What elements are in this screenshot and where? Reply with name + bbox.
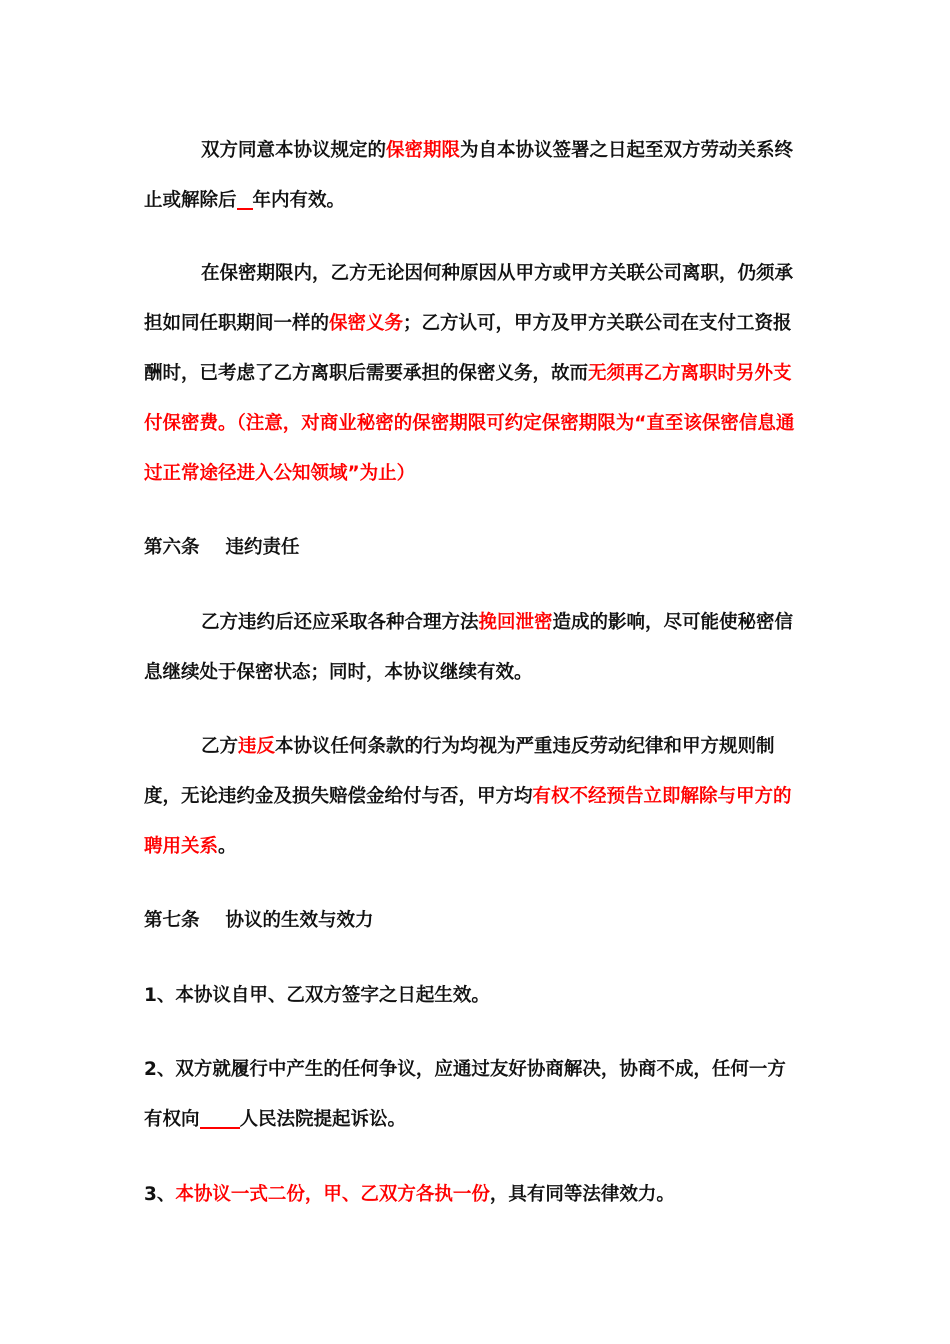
text-segment: ，具有同等法律效力。 (489, 1184, 675, 1205)
text-segment: 双方同意本协议规定的 (201, 140, 387, 161)
text-segment: 本协议任何条款的行为均视为严重违反劳动纪律和甲方规则制度，无论违约金及损失赔偿金给付与否，甲方均 (144, 736, 775, 807)
text-segment: 乙方违约后还应采取各种合理方法 (201, 612, 479, 633)
highlight-termination-right: 有权不经预告立即解除与甲方的聘用关系 (144, 786, 792, 857)
article-7-heading (144, 896, 804, 946)
article-6-heading (144, 523, 804, 573)
highlight-remedy-leak: 挽回泄密 (478, 612, 553, 633)
highlight-no-extra-fee-note: 无须再乙方离职时另外支付保密费。（注意，对商业秘密的保密期限可约定保密期限为“直至该保密信息通过正常途径进入公知领域”为止） (144, 363, 795, 484)
highlight-confidentiality-obligation: 保密义务 (329, 313, 404, 334)
article-number: 第六条 (144, 537, 200, 558)
article-title: 协议的生效与效力 (225, 910, 374, 931)
text-segment: 在保密期限内，乙方无论因何种原因从甲方或甲方关联公司离职，仍须承担如同任职期间一样的 (144, 263, 794, 334)
paragraph-confidentiality-period (144, 126, 804, 226)
article-number: 第七条 (144, 910, 200, 931)
text-segment: 造成的影响，尽可能使秘密信息继续处于保密状态；同时，本协议继续有效。 (144, 612, 794, 683)
text-segment: 为自本协议签署之日起至双方劳动关系终止或解除后 (144, 140, 794, 211)
text-segment: ；乙方认可，甲方及甲方关联公司在支付工资报酬时，已考虑了乙方离职后需要承担的保密义务，故而 (144, 313, 792, 384)
highlight-copies: 本协议一式二份，甲、乙双方各执一份 (175, 1184, 490, 1205)
list-item-1 (144, 971, 804, 1021)
paragraph-remedy-leak (144, 598, 804, 698)
fill-in-blank-years[interactable] (237, 184, 253, 210)
text-segment: 。 (218, 836, 237, 857)
text-segment: 2、双方就履行中产生的任何争议，应通过友好协商解决，协商不成，任何一方有权向 (144, 1059, 786, 1130)
text-segment: 人民法院提起诉讼。 (239, 1109, 407, 1130)
list-item-3 (144, 1170, 804, 1220)
text-segment: 3、 (144, 1184, 176, 1205)
list-item-2 (144, 1045, 804, 1145)
fill-in-blank-court[interactable] (200, 1103, 240, 1129)
article-title: 违约责任 (225, 537, 300, 558)
text-segment: 1、本协议自甲、乙双方签字之日起生效。 (144, 985, 490, 1006)
text-segment: 乙方 (201, 736, 239, 757)
highlight-violation: 违反 (238, 736, 276, 757)
highlight-confidentiality-period: 保密期限 (386, 140, 461, 161)
text-segment: 年内有效。 (252, 190, 346, 211)
paragraph-confidentiality-obligation (144, 249, 804, 499)
paragraph-violation-termination (144, 722, 804, 872)
